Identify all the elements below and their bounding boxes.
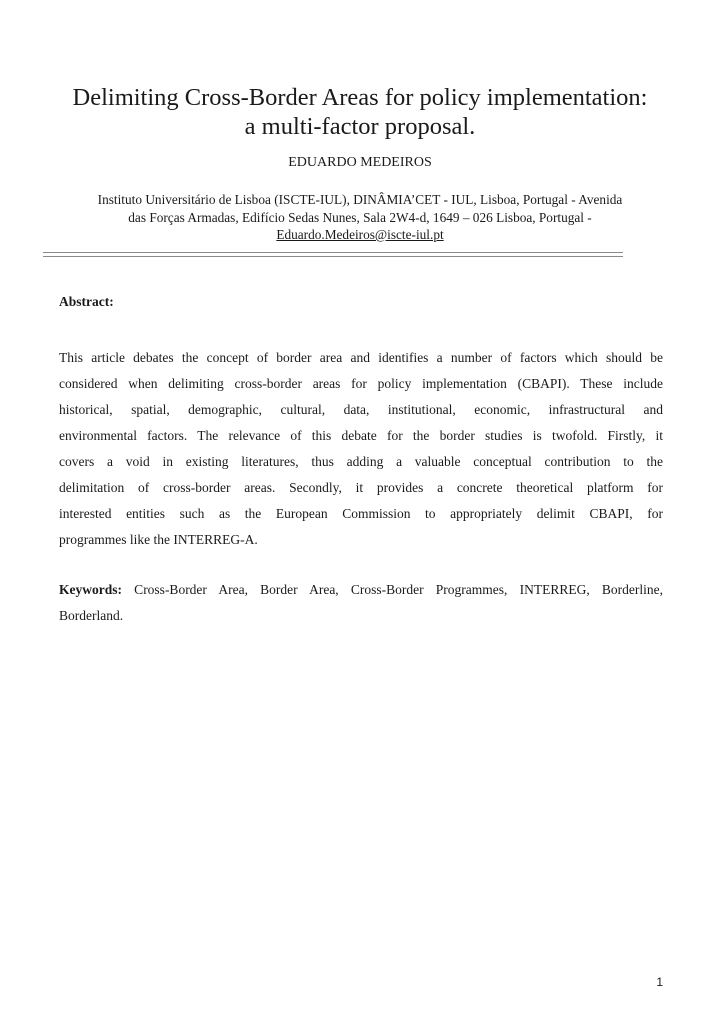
abstract-line: covers a void in existing literatures, thus adding a valuable conceptual contribution to the xyxy=(59,454,663,469)
abstract-line: programmes like the INTERREG-A. xyxy=(59,532,258,547)
header-divider-bottom xyxy=(43,256,623,257)
keywords-line: Borderland. xyxy=(59,608,124,623)
keywords-line xyxy=(59,577,663,603)
keywords-text: Cross-Border Area, Border Area, Cross-Border Programmes, INTERREG, Borderline, xyxy=(122,582,663,597)
abstract-line: This article debates the concept of border area and identifies a number of factors which should be xyxy=(59,350,663,365)
abstract-line: considered when delimiting cross-border areas for policy implementation (CBAPI). These include xyxy=(59,376,663,391)
page-number: 1 xyxy=(656,975,663,989)
abstract-line: interested entities such as the European Commission to appropriately delimit CBAPI, for xyxy=(59,506,663,521)
keywords-block xyxy=(59,577,663,629)
paper-title-line: a multi-factor proposal. xyxy=(244,113,476,140)
author-affiliation xyxy=(55,191,665,244)
email-line xyxy=(55,226,665,244)
affiliation-line: das Forças Armadas, Edifício Sedas Nunes, Sala 2W4-d, 1649 – 026 Lisboa, Portugal - xyxy=(128,209,592,225)
abstract-line: delimitation of cross-border areas. Secondly, it provides a concrete theoretical platform for xyxy=(59,480,663,495)
paper-title xyxy=(40,83,680,141)
abstract-body xyxy=(59,345,663,553)
author-name: EDUARDO MEDEIROS xyxy=(288,155,432,170)
abstract-line: environmental factors. The relevance of this debate for the border studies is twofold. Firstly, it xyxy=(59,428,663,443)
header-divider-top xyxy=(43,252,623,253)
author-email-link[interactable]: Eduardo.Medeiros@iscte-iul.pt xyxy=(276,227,444,242)
affiliation-line: Instituto Universitário de Lisboa (ISCTE-IUL), DINÂMIA’CET - IUL, Lisboa, Portugal - Avenida xyxy=(97,192,623,207)
abstract-line: historical, spatial, demographic, cultural, data, institutional, economic, infrastructural and xyxy=(59,402,663,417)
keywords-label: Keywords: xyxy=(59,582,122,597)
abstract-heading: Abstract: xyxy=(59,294,114,309)
paper-title-line: Delimiting Cross-Border Areas for policy implementation: xyxy=(72,84,648,111)
